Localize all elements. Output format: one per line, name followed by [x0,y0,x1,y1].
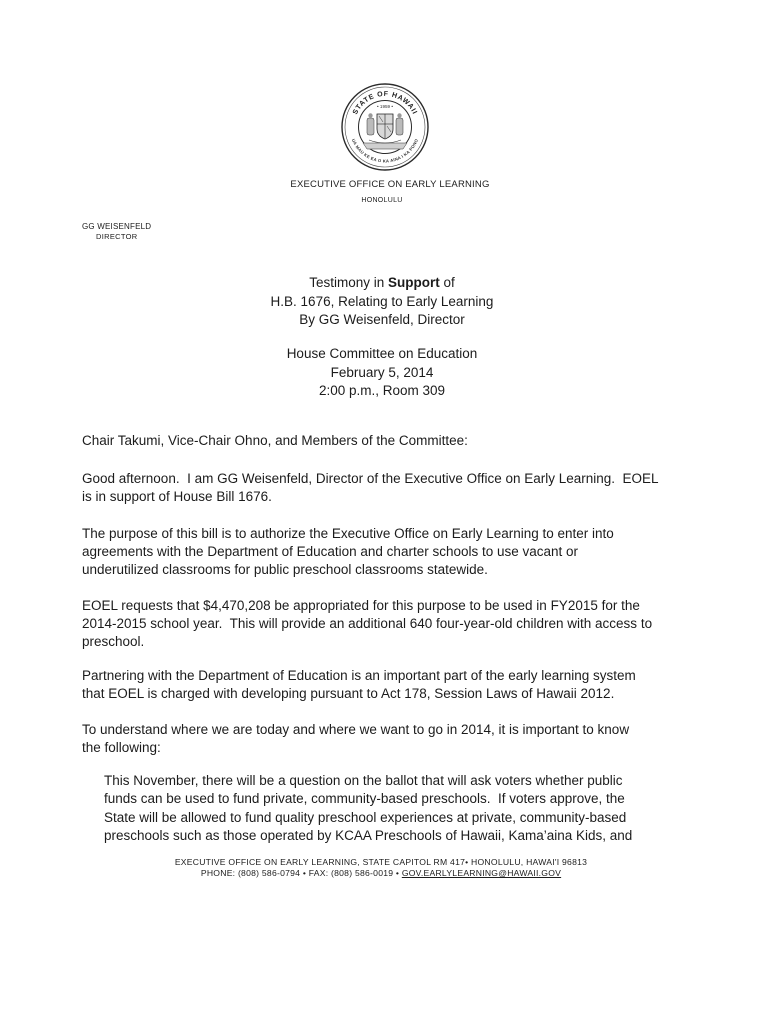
paragraph-line: underutilized classrooms for public preschool classrooms statewide. [82,562,488,577]
paragraph-line: funds can be used to fund private, community-based preschools. If voters approve, the [104,791,625,807]
hearing-date: February 5, 2014 [330,364,434,380]
footer-address: EXECUTIVE OFFICE ON EARLY LEARNING, STATE CAPITOL RM 417• HONOLULU, HAWAI'I 96813 [174,857,588,867]
seal-top-text: STATE OF HAWAII [351,90,419,116]
paragraph-line: 2014-2015 school year. This will provide an additional 640 four-year-old children with access to [82,616,653,631]
salutation-line: Chair Takumi, Vice-Chair Ohno, and Members of the Committee: [82,433,468,448]
director-title: DIRECTOR [96,232,138,241]
hearing-time-room: 2:00 p.m., Room 309 [318,383,446,398]
testimony-author: By GG Weisenfeld, Director [299,312,465,327]
paragraph-appropriation [82,597,652,651]
footer-contact [0,868,762,878]
testimony-title-line [0,274,764,293]
paragraph-line: the following: [82,740,161,755]
state-seal-icon [340,82,430,172]
paragraph-line: preschools such as those operated by KCAA Preschools of Hawaii, Kama’aina Kids, and [104,827,633,843]
footer-email: GOV.EARLYLEARNING@HAWAII.GOV [401,868,562,878]
salutation [82,432,468,450]
committee-name: House Committee on Education [286,346,478,361]
paragraph-context [82,721,629,757]
paragraph-line: preschool. [82,634,145,649]
seal-year: • 1959 • [377,104,393,109]
paragraph-line: that EOEL is charged with developing pursuant to Act 178, Session Laws of Hawaii 2012. [82,686,615,701]
paragraph-purpose [82,525,614,579]
paragraph-ballot-question [104,772,632,845]
testimony-prefix: Testimony in [309,275,388,290]
seal-motto: UA MAU KE EA O KA AINA I KA PONO [350,138,420,164]
seal-emblem [363,113,407,149]
paragraph-line: Good afternoon. I am GG Weisenfeld, Director of the Executive Office on Early Learning. EOEL [82,471,659,486]
letterhead-city: HONOLULU [361,197,403,204]
testimony-heading [0,274,764,330]
bill-title: H.B. 1676, Relating to Early Learning [270,293,494,309]
paragraph-line: The purpose of this bill is to authorize the Executive Office on Early Learning to enter into [82,526,614,541]
footer-phone-fax: PHONE: (808) 586-0794 • FAX: (808) 586-0019 • [200,868,402,878]
paragraph-line: To understand where we are today and where we want to go in 2014, it is important to know [82,722,630,737]
hearing-info [0,345,764,401]
letterhead-office-name: EXECUTIVE OFFICE ON EARLY LEARNING [290,179,490,190]
paragraph-line: EOEL requests that $4,470,208 be appropriated for this purpose to be used in FY2015 for the [82,598,640,613]
paragraph-line: State will be allowed to fund quality preschool experiences at private, community-based [104,809,627,825]
testimony-support-word: Support [388,275,440,290]
paragraph-line: Partnering with the Department of Education is an important part of the early learning system [82,668,636,683]
paragraph-greeting [82,470,659,506]
paragraph-line: agreements with the Department of Education and charter schools to use vacant or [82,544,579,559]
director-name: GG WEISENFELD [82,222,152,231]
testimony-suffix: of [439,275,455,290]
paragraph-line: is in support of House Bill 1676. [82,489,272,504]
paragraph-line: This November, there will be a question on the ballot that will ask voters whether public [104,773,623,788]
paragraph-partnering [82,667,636,703]
